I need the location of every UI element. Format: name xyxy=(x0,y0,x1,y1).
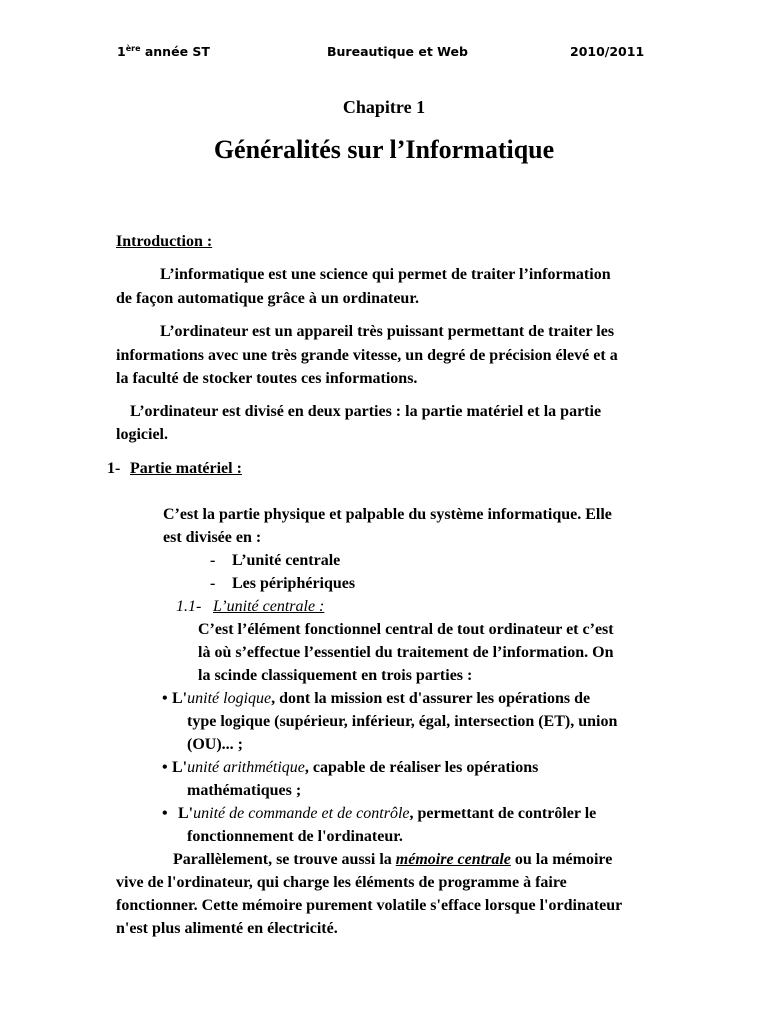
bullet-item xyxy=(162,689,590,709)
subsection-heading: L’unité centrale : xyxy=(213,598,325,615)
bullet-dot-icon: • xyxy=(162,690,168,707)
bullet-continuation: type logique (supérieur, inférieur, égal, intersection (ET), union xyxy=(187,713,618,730)
subsection-number: 1.1- xyxy=(176,598,202,615)
dash-bullet: - xyxy=(210,552,216,569)
list-item: L’unité centrale xyxy=(232,552,341,569)
section-1-heading: Partie matériel : xyxy=(130,460,242,477)
memory-p-first-line xyxy=(173,850,612,870)
header-level-sup: ère xyxy=(125,44,141,53)
section-1-p-line: C’est la partie physique et palpable du système informatique. Elle xyxy=(163,506,612,523)
memory-p-line: vive de l'ordinateur, qui charge les éléments de programme à faire xyxy=(116,874,567,891)
bullet-continuation: fonctionnement de l'ordinateur. xyxy=(187,828,403,845)
bullet-dot-icon: • xyxy=(162,759,168,776)
intro-heading: Introduction : xyxy=(116,233,213,250)
chapter-title: Généralités sur l’Informatique xyxy=(213,135,555,164)
header-level-number: 1 xyxy=(117,44,126,60)
bullet-prefix: L' xyxy=(178,805,194,822)
intro-p2-line: informations avec une très grande vitesse, un degré de précision élevé et a xyxy=(116,347,618,364)
dash-bullet: - xyxy=(210,575,216,592)
list-item: Les périphériques xyxy=(232,575,356,592)
memory-term: mémoire centrale xyxy=(395,851,511,868)
intro-p2-line: la faculté de stocker toutes ces informations. xyxy=(116,370,418,387)
bullet-item xyxy=(162,804,596,824)
bullet-prefix: L' xyxy=(172,759,188,776)
section-1-number: 1- xyxy=(107,460,121,477)
bullet-term: unité logique xyxy=(187,690,272,707)
chapter-label: Chapitre 1 xyxy=(342,97,426,117)
memory-text: ou la mémoire xyxy=(510,851,613,868)
bullet-dot-icon: • xyxy=(162,805,168,822)
bullet-prefix: L' xyxy=(172,690,188,707)
intro-p2-line: L’ordinateur est un appareil très puissant permettant de traiter les xyxy=(160,323,615,340)
subsection-p-line: C’est l’élément fonctionnel central de tout ordinateur et c’est xyxy=(198,621,614,638)
memory-text: Parallèlement, se trouve aussi la xyxy=(173,851,396,868)
header-course: Bureautique et Web xyxy=(327,44,468,59)
memory-p-line: fonctionner. Cette mémoire purement volatile s'efface lorsque l'ordinateur xyxy=(116,897,623,914)
bullet-text: , permettant de contrôler le xyxy=(409,805,597,822)
memory-p-line: n'est plus alimenté en électricité. xyxy=(116,920,338,937)
intro-p3-line: logiciel. xyxy=(116,426,168,443)
subsection-p-line: la scinde classiquement en trois parties : xyxy=(198,667,473,684)
bullet-continuation: (OU)... ; xyxy=(187,736,243,753)
intro-p1-line: de façon automatique grâce à un ordinateur. xyxy=(116,290,419,307)
intro-p1-line: L’informatique est une science qui permet de traiter l’information xyxy=(160,266,611,283)
bullet-term: unité arithmétique xyxy=(187,759,305,776)
subsection-p-line: là où s’effectue l’essentiel du traitement de l’information. On xyxy=(198,644,614,661)
bullet-continuation: mathématiques ; xyxy=(187,782,302,799)
bullet-text: , dont la mission est d'assurer les opérations de xyxy=(271,690,591,707)
header-level-text: année ST xyxy=(140,44,210,60)
bullet-text: , capable de réaliser les opérations xyxy=(304,759,539,776)
bullet-term: unité de commande et de contrôle xyxy=(193,805,410,822)
header-level xyxy=(117,44,210,59)
section-1-p-line: est divisée en : xyxy=(163,529,262,546)
bullet-item xyxy=(162,758,538,778)
header-period: 2010/2011 xyxy=(570,44,645,59)
intro-p3-line: L’ordinateur est divisé en deux parties : la partie matériel et la partie xyxy=(130,403,602,420)
